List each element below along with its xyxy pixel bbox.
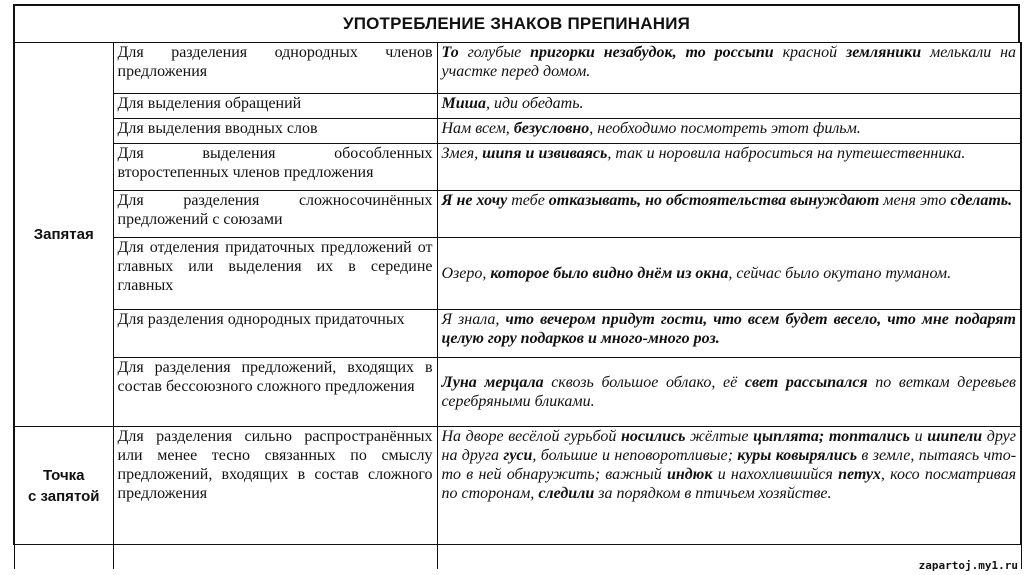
example-emphasis: земляники [845, 44, 922, 61]
watermark: zapartoj.my1.ru [918, 559, 1018, 572]
example-text: меня это [879, 192, 951, 209]
rule-example [437, 191, 1021, 238]
example-text: по веткам деревьев серебряными бликами. [441, 374, 1016, 410]
category-comma-label: Запятая [33, 226, 94, 243]
example-emphasis: индюк [666, 466, 713, 483]
rule-use: Для разделения однородных придаточных [113, 310, 437, 358]
empty-cell [113, 545, 437, 570]
rule-use: Для разделения сильно распространённых или менее тесно связанных по смыслу предложений, входящих в состав сложного предложения [113, 427, 437, 545]
rule-use: Для разделения однородных членов предложения [113, 43, 437, 94]
example-emphasis: Я не хочу [441, 192, 508, 209]
rule-example [437, 427, 1021, 545]
example-emphasis: россыпи [714, 44, 774, 61]
example-emphasis: безусловно [513, 120, 590, 137]
table-row-empty [14, 545, 1021, 570]
rule-example [437, 238, 1021, 310]
rule-use: Для выделения вводных слов [113, 119, 437, 144]
example-text: и нахохлившийся [712, 466, 839, 483]
rule-example [437, 144, 1021, 191]
example-text: , иди обедать. [485, 95, 584, 112]
example-text: в земле, пытаясь что-то в ней обнаружить; важный [441, 447, 1017, 483]
example-emphasis: шипя и извиваясь [482, 145, 608, 162]
table-row [14, 94, 1021, 119]
example-text: голубые [458, 44, 531, 61]
example-text: жёлтые [685, 428, 754, 445]
example-text: Змея, [441, 145, 483, 162]
example-emphasis: свет рассыпался [744, 374, 868, 391]
example-text: за порядком в птичьем хозяйстве. [594, 485, 832, 502]
example-emphasis: То [441, 44, 459, 61]
example-text: красной [773, 44, 846, 61]
rule-example [437, 94, 1021, 119]
example-text: , косо посматривая по сторонам, [441, 466, 1017, 502]
table-row [14, 119, 1021, 144]
example-emphasis: цыплята; топтались [753, 428, 910, 445]
category-semicolon-label-line2: с запятой [28, 487, 100, 505]
rules-table [13, 42, 1022, 569]
example-text: мелькали на участке перед домом. [441, 44, 1017, 80]
example-emphasis: Миша [441, 95, 486, 112]
table-row [14, 191, 1021, 238]
example-text: Озеро, [441, 265, 491, 282]
rule-example [437, 310, 1021, 358]
rule-use: Для выделения обращений [113, 94, 437, 119]
rule-example [437, 43, 1021, 94]
example-text: , необходимо посмотреть этот фильм. [589, 120, 861, 137]
example-text: сквозь большое облако, её [543, 374, 745, 391]
rule-use: Для разделения сложносочинённых предложений с союзами [113, 191, 437, 238]
category-semicolon-label-line1: Точка [42, 466, 85, 484]
example-text: и [909, 428, 928, 445]
table-row [14, 238, 1021, 310]
rule-use: Для отделения придаточных предложений от главных или выделения их в середине главных [113, 238, 437, 310]
example-emphasis: которое было видно днём из окна [490, 265, 729, 282]
rule-example [437, 358, 1021, 427]
example-emphasis: следили [538, 485, 595, 502]
example-emphasis: куры ковырялись [737, 447, 858, 464]
example-text: друг на друга [441, 428, 1017, 464]
table-row [14, 43, 1021, 94]
table-row [14, 144, 1021, 191]
example-text: , сейчас было окутано туманом. [728, 265, 952, 282]
rule-example [437, 119, 1021, 144]
example-emphasis: шипели [927, 428, 983, 445]
example-text: На дворе весёлой гурьбой [441, 428, 621, 445]
example-emphasis: петух [838, 466, 881, 483]
rule-use: Для выделения обособленных второстепенных членов предложения [113, 144, 437, 191]
table-row [14, 358, 1021, 427]
example-emphasis: пригорки незабудок, то [530, 44, 706, 61]
category-semicolon [14, 427, 113, 545]
example-text: Я знала, [441, 311, 506, 328]
table-row [14, 310, 1021, 358]
table-title: УПОТРЕБЛЕНИЕ ЗНАКОВ ПРЕПИНАНИЯ [13, 4, 1020, 42]
table-row [14, 427, 1021, 545]
category-comma [14, 43, 113, 427]
example-emphasis: отказывать, но обстоятельства вынуждают [548, 192, 880, 209]
example-text: Нам всем, [441, 120, 514, 137]
example-text [706, 44, 715, 61]
example-text: тебе [507, 192, 549, 209]
example-text: , так и норовила наброситься на путешественника. [607, 145, 966, 162]
rule-use: Для разделения предложений, входящих в состав бессоюзного сложного предложения [113, 358, 437, 427]
example-emphasis: что вечером придут гости, что всем будет весело, что мне подарят целую гору подарков и много-много роз. [441, 311, 1016, 347]
example-emphasis: гуси [503, 447, 533, 464]
punctuation-table [13, 4, 1018, 575]
example-emphasis: носились [620, 428, 686, 445]
empty-cell [14, 545, 113, 570]
example-text: , большие и неповоротливые; [532, 447, 738, 464]
example-emphasis: Луна мерцала [441, 374, 544, 391]
example-emphasis: сделать. [950, 192, 1013, 209]
